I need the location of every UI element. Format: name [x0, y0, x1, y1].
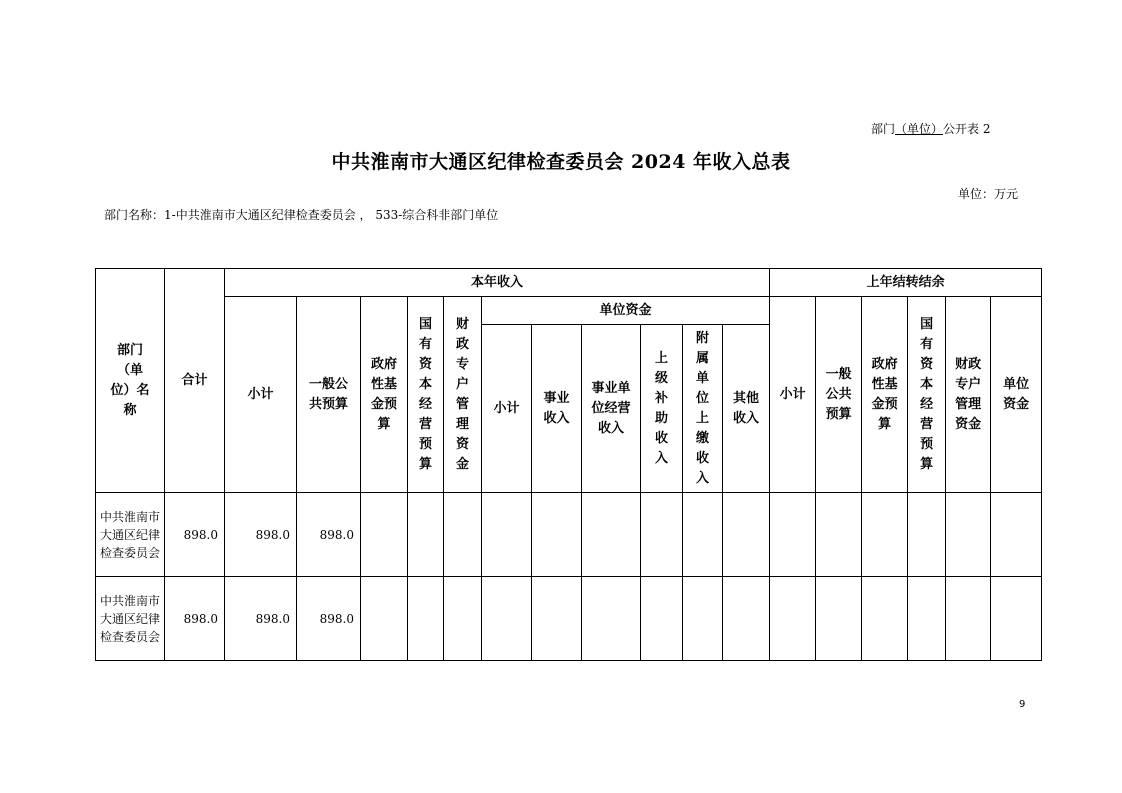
table-row — [96, 493, 1042, 577]
header-prior-state-capital: 国有资本经营预算 — [908, 297, 946, 493]
income-summary-table — [95, 268, 1042, 661]
header-unit-affiliated-payment: 附属单位上缴收入 — [683, 325, 723, 493]
header-prior-subtotal: 小计 — [770, 297, 816, 493]
header-cur-fiscal-special: 财政专户管理资金 — [444, 297, 482, 493]
header-cur-gov-fund: 政府性基金预算 — [361, 297, 408, 493]
form-code-label — [871, 120, 990, 137]
header-unit-business-operation: 事业单位经营收入 — [582, 325, 641, 493]
header-prior-gov-fund: 政府性基金预算 — [862, 297, 908, 493]
row-total: 898.0 — [165, 493, 225, 577]
table-row — [96, 577, 1042, 661]
row-cur-general-budget: 898.0 — [297, 493, 361, 577]
form-code-unit: （单位） — [895, 122, 944, 136]
unit-label: 单位：万元 — [958, 187, 1019, 201]
row-dept-name: 中共淮南市大通区纪律检查委员会 — [96, 577, 165, 661]
header-cur-general-budget: 一般公共预算 — [297, 297, 361, 493]
header-cur-subtotal: 小计 — [225, 297, 297, 493]
form-code-prefix: 部门 — [871, 122, 896, 136]
row-cur-general-budget: 898.0 — [297, 577, 361, 661]
header-unit-funds: 单位资金 — [482, 297, 770, 325]
form-code-suffix: 公开表 2 — [943, 122, 991, 136]
header-cur-state-capital: 国有资本经营预算 — [408, 297, 444, 493]
header-unit-other-income: 其他收入 — [723, 325, 770, 493]
page-number: 9 — [1019, 699, 1026, 710]
page-title: 中共淮南市大通区纪律检查委员会 2024 年收入总表 — [331, 151, 791, 173]
department-label: 部门名称：1-中共淮南市大通区纪律检查委员会 ， 533-综合科非部门单位 — [104, 208, 499, 222]
header-prior-unit-funds: 单位资金 — [991, 297, 1042, 493]
header-current-year-income: 本年收入 — [225, 269, 770, 297]
header-unit-subtotal: 小计 — [482, 325, 532, 493]
header-unit-superior-subsidy: 上级补助收入 — [641, 325, 683, 493]
header-dept-name: 部门（单位）名称 — [96, 269, 165, 493]
row-total: 898.0 — [165, 577, 225, 661]
header-prior-year-carryover: 上年结转结余 — [770, 269, 1042, 297]
header-unit-business-income: 事业收入 — [532, 325, 582, 493]
header-prior-fiscal-special: 财政专户管理资金 — [946, 297, 991, 493]
row-cur-subtotal: 898.0 — [225, 577, 297, 661]
row-cur-subtotal: 898.0 — [225, 493, 297, 577]
header-total: 合计 — [165, 269, 225, 493]
header-prior-general-budget: 一般公共预算 — [816, 297, 862, 493]
row-dept-name: 中共淮南市大通区纪律检查委员会 — [96, 493, 165, 577]
